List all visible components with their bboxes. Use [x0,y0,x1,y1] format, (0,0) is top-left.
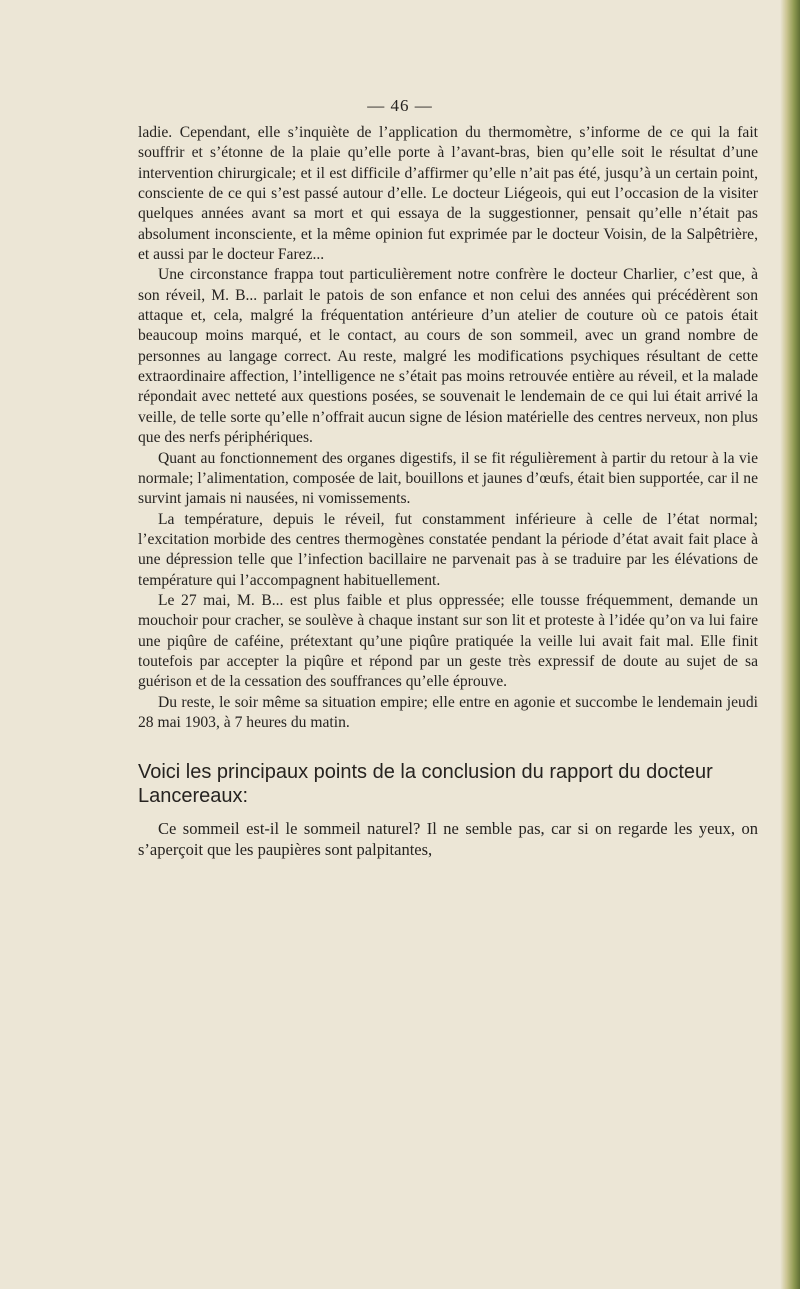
page-edge-shadow [780,0,800,1289]
paragraph-3: Quant au fonctionnement des organes digestifs, il se fit régulièrement à partir du retour à la vie normale; l’alimentation, composée de lait, bouillons et jaunes d’œufs, était bien supportée, car il ne survint jamais ni nausées, ni vomissements. [138,449,758,508]
paragraph-6: Du reste, le soir même sa situation empire; elle entre en agonie et succombe le lendemain jeudi 28 mai 1903, à 7 heures du matin. [138,693,758,731]
body-text [138,123,758,733]
page-number: — 46 — [367,96,433,115]
conclusion-paragraph: Ce sommeil est-il le sommeil naturel? Il ne semble pas, car si on regarde les yeux, on s’aperçoit que les paupières sont palpitantes, [138,819,758,859]
paragraph-2: Une circonstance frappa tout particulièrement notre confrère le docteur Charlier, c’est que, à son réveil, M. B... parlait le patois de son enfance et non celui des années qui précédèrent son attaque et, cela, malgré la fréquentation antérieure d’un atelier de couture où ce patois était beaucoup moins marqué, et le contact, au cours de son sommeil, avec un grand nombre de personnes au langage correct. Au reste, malgré les modifications psychiques résultant de cette extraordinaire affection, l’intelligence ne s’était pas moins retrouvée entière au réveil, et la malade répondait avec netteté aux questions posées, se souvenait le lendemain de ce qui lui était arrivé la veille, de telle sorte qu’elle n’offrait aucun signe de lésion matérielle des centres nerveux, non plus que des nerfs périphériques. [138,266,758,447]
paragraph-4: La température, depuis le réveil, fut constamment inférieure à celle de l’état normal; l’excitation morbide des centres thermogènes constatée pendant la période d’état avait fait place à une dépression telle que l’infection bacillaire ne parvenait pas à se traduire par les élévations de température qui l’accompagnent habituellement. [138,510,758,589]
paragraph-1: ladie. Cependant, elle s’inquiète de l’application du thermomètre, s’informe de ce qui la fait souffrir et s’étonne de la plaie qu’elle porte à l’avant-bras, bien qu’elle soit le résultat d’une intervention chirurgicale; et il est difficile d’affirmer qu’elle n’ait pas été, jusqu’à un certain point, consciente de ce qui s’est passé autour d’elle. Le docteur Liégeois, qui eut l’occasion de la visiter quelques années avant sa mort et qui essaya de la suggestionner, pensait qu’elle n’était pas absolument inconsciente, et la même opinion fut exprimée par le docteur Voisin, de la Salpêtrière, et aussi par le docteur Farez... [138,124,758,264]
section-heading: Voici les principaux points de la conclusion du rapport du docteur Lancereaux: [138,761,713,807]
paragraph-5: Le 27 mai, M. B... est plus faible et plus oppressée; elle tousse fréquemment, demande un mouchoir pour cracher, se soulève à chaque instant sur son lit et proteste à l’idée qu’on va lui faire une piqûre de caféine, prétextant qu’une piqûre pratiquée la veille lui avait fait mal. Elle finit toutefois par accepter la piqûre et répond par un geste très expressif de doute au sujet de sa guérison et de la cessation des souffrances qu’elle éprouve. [138,591,758,691]
